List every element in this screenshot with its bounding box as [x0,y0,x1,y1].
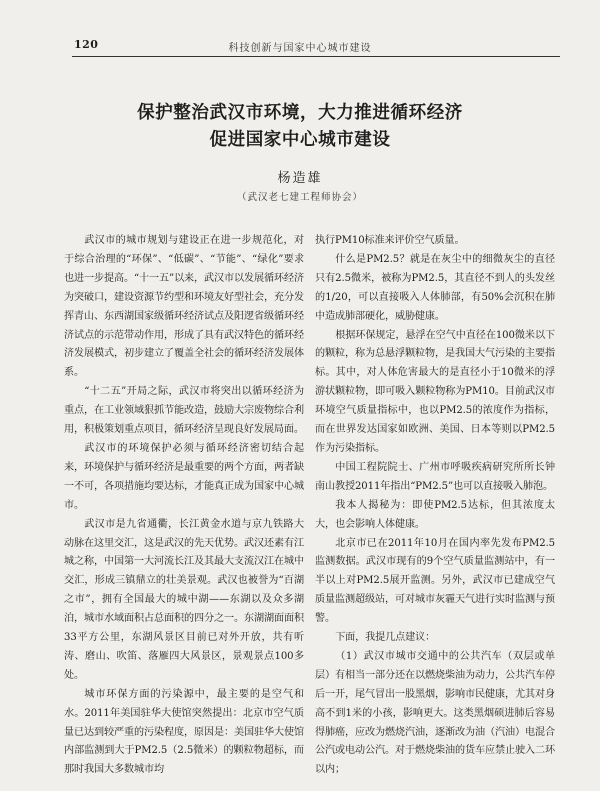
paragraph: 什么是PM2.5？就是在灰尘中的细微灰尘的直径只有2.5微米，被称为PM2.5，其直径不到人的头发丝的1/20，可以直接吸入人体肺部，有50%会沉积在肺中造成肺部硬化，威胁健康。 [315,253,555,322]
article-title [0,100,600,154]
paragraph: 根据环保规定，悬浮在空气中直径在100微米以下的颗粒，称为总悬浮颗粒物，是我国大气污染的主要指标。其中，对人体危害最大的是直径小于10微米的浮游状颗粒物，即可吸入颗粒物称为PM10。目前武汉市环境空气质量指标中，也以PM2.5的浓度作为指标，而在世界发达国家如欧洲、美国、日本等则以PM2.5作为污染指标。 [315,329,555,454]
header-rule [72,56,560,57]
paragraph: 武汉市的城市规划与建设正在进一步规范化，对于综合治理的“环保”、“低碳”、“节能”、“绿化”要求也进一步提高。“十一五”以来，武汉市以发展循环经济为突破口，建设资源节约型和环境友好型社会，充分发挥青山、东西湖国家级循环经济试点及阳逻省级循环经济试点的示范带动作用，形成了具有武汉特色的循环经济发展模式，初步建立了覆盖全社会的循环经济发展体系。 [64,235,304,379]
paragraph: 武汉市是九省通衢，长江黄金水道与京九铁路大动脉在这里交汇，这是武汉的先天优势。武汉还素有江城之称，中国第一大河流长江及其最大支流汉江在城中交汇，形成三镇鼎立的壮美景观。武汉也被誉为“百湖之市”，拥有全国最大的城中湖——东湖以及众多湖泊，城市水域面积占总面积的四分之一。东湖湖面面积33平方公里，东湖风景区目前已对外开放，共有听涛、磨山、吹笛、落雁四大风景区，景观景点100多处。 [64,518,304,681]
paragraph: 下面，我提几点建议： [335,632,436,644]
left-column [64,232,304,780]
paragraph: 我本人揭秘为：即使PM2.5达标，但其浓度太大，也会影响人体健康。 [315,499,555,530]
paragraph: 城市环保方面的污染源中，最主要的是空气和水。2011年美国驻华大使馆突然提出：北京市空气质量已达到较严重的污染程度，原因是：美国驻华大使馆内部监测到大于PM2.5（2.5微米）的颗粒物超标，而那时我国大多数城市均 [64,688,304,776]
paragraph: 武汉市的环境保护必须与循环经济密切结合起来，环境保护与循环经济是最重要的两个方面，两者缺一不可，各项措施均要达标，才能真正成为国家中心城市。 [64,442,304,511]
title-line: 保护整治武汉市环境，大力推进循环经济 [137,103,463,123]
author-name: 杨造雄 [277,171,323,186]
paragraph: 执行PM10标准来评价空气质量。 [315,235,465,246]
running-header: 科技创新与国家中心城市建设 [228,43,372,54]
paragraph: （1）武汉市城市交通中的公共汽车（双层或单层）有相当一部分还在以燃烧柴油为动力，公共汽车停后一开，尾气冒出一股黑烟，影响市民健康，尤其对身高不到1米的小孩，影响更大。这类黑烟硕进肺后容易得肺癌，应改为燃烧汽油，逐渐改为油（汽油）电混合公汽或电动公汽。对于燃烧柴油的货车应禁止驶入二环以内； [315,650,555,776]
page-number: 120 [74,38,99,51]
author-affiliation: （武汉老七建工程师协会） [236,192,363,203]
right-column [315,232,555,780]
paragraph: “十二五”开局之际，武汉市将突出以循环经济为重点，在工业领域狠抓节能改造，鼓励大宗废物综合利用，积极策划重点项目，循环经济呈现良好发展局面。 [64,386,304,436]
title-line: 促进国家中心城市建设 [209,130,391,150]
paragraph: 中国工程院院士、广州市呼吸疾病研究所所长钟南山教授2011年指出“PM2.5”也可以直接吸入肺泡。 [315,461,555,492]
paragraph: 北京市已在2011年10月在国内率先发布PM2.5监测数据。武汉市现有的9个空气质量监测站中，有一半以上对PM2.5展开监测。另外，武汉市已建成空气质量监测超级站，可对城市灰霾天气进行实时监测与预警。 [315,537,555,625]
